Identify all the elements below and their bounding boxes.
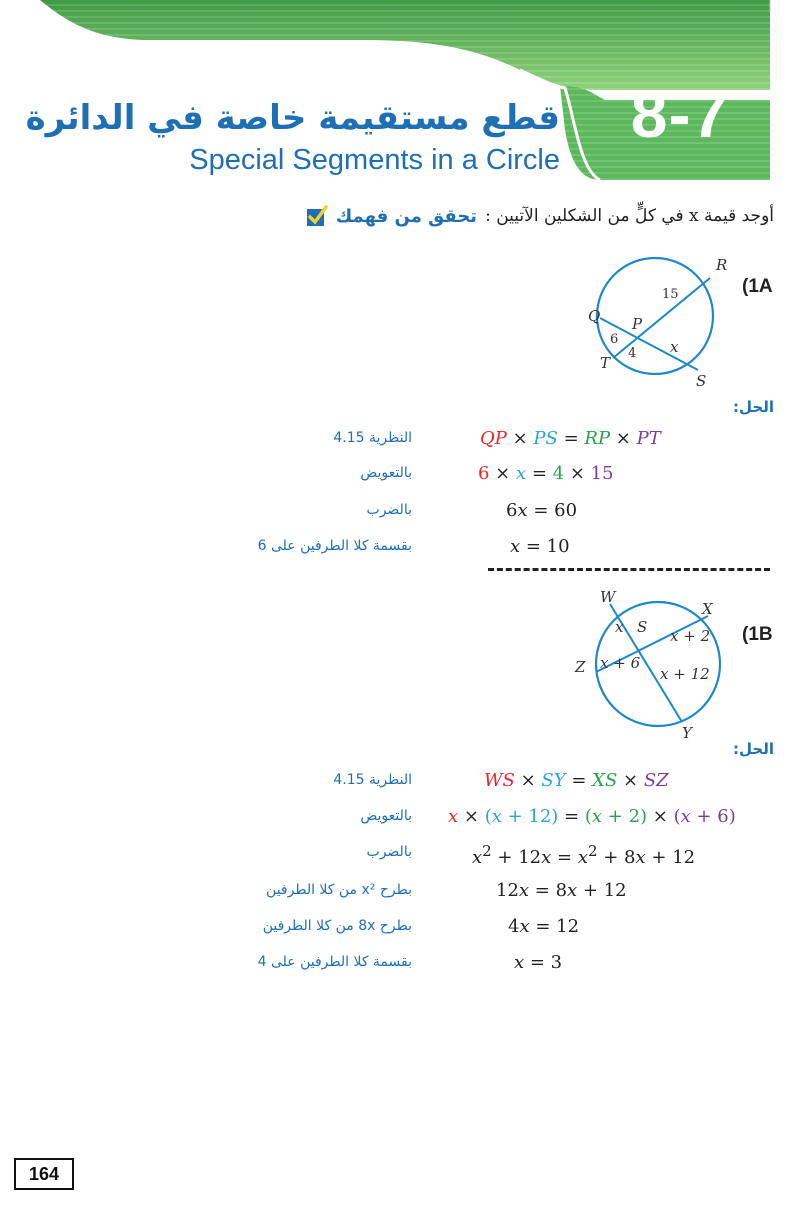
- figure-1b-circle: [570, 586, 740, 740]
- equation-1b-6: x = 3: [514, 952, 563, 973]
- label-S: S: [637, 618, 648, 636]
- equation-1a-1: QP × PS = RP × PT: [480, 428, 661, 449]
- label-P: P: [632, 315, 643, 333]
- segment-4: 4: [628, 346, 637, 361]
- reason-1b-6: بقسمة كلا الطرفين على 4: [257, 954, 412, 970]
- segment-15: 15: [662, 287, 679, 302]
- check-label: تحقق من فهمك: [335, 205, 478, 227]
- problem-1b-label: (1B: [742, 624, 773, 645]
- equation-1b-5: 4x = 12: [508, 916, 580, 937]
- lesson-title-arabic: قطع مستقيمة خاصة في الدائرة: [25, 98, 560, 138]
- segment-x-plus-12: x + 12: [660, 665, 710, 683]
- lesson-number: 8-7: [630, 77, 730, 151]
- label-Z: Z: [575, 658, 586, 676]
- label-R: R: [716, 256, 728, 274]
- label-T: T: [600, 354, 611, 372]
- label-Y: Y: [682, 724, 692, 742]
- label-Q: Q: [588, 307, 601, 325]
- solution-label-1a: الحل:: [733, 398, 774, 416]
- reason-1b-1: النظرية 4.15: [333, 772, 412, 788]
- section-divider: [488, 568, 770, 571]
- segment-6: 6: [610, 332, 619, 347]
- checkbox-icon: [306, 205, 328, 227]
- segment-x: x: [670, 338, 679, 356]
- segment-x: x: [615, 618, 624, 636]
- equation-1b-2: x × (x + 12) = (x + 2) × (x + 6): [448, 806, 736, 827]
- page-number: 164: [14, 1158, 74, 1190]
- segment-x-plus-6: x + 6: [600, 654, 641, 672]
- equation-1a-3: 6x = 60: [506, 500, 578, 521]
- equation-1b-1: WS × SY = XS × SZ: [484, 770, 669, 791]
- equation-1a-4: x = 10: [510, 536, 570, 557]
- check-instruction: أوجد قيمة x في كلٍّ من الشكلين الآتيين :: [485, 206, 774, 226]
- reason-1a-2: بالتعويض: [360, 465, 412, 481]
- lesson-title-english: Special Segments in a Circle: [189, 144, 560, 176]
- equation-1a-2: 6 × x = 4 × 15: [478, 463, 614, 484]
- reason-1b-4: بطرح x² من كلا الطرفين: [266, 882, 412, 898]
- figure-1a-circle: [580, 248, 730, 390]
- reason-1a-4: بقسمة كلا الطرفين على 6: [257, 538, 412, 554]
- equation-1b-3: $x^2 + 12x = x^2 + 8x + 12$: [472, 842, 696, 868]
- problem-1a-label: (1A: [742, 276, 773, 297]
- reason-1a-1: النظرية 4.15: [333, 430, 412, 446]
- reason-1b-5: بطرح 8x من كلا الطرفين: [262, 918, 412, 934]
- check-understanding: [306, 200, 774, 232]
- label-X: X: [702, 600, 713, 618]
- label-W: W: [600, 588, 616, 606]
- reason-1a-3: بالضرب: [366, 502, 412, 518]
- equation-1b-4: 12x = 8x + 12: [496, 880, 627, 901]
- solution-label-1b: الحل:: [733, 740, 774, 758]
- reason-1b-2: بالتعويض: [360, 808, 412, 824]
- label-S: S: [696, 372, 707, 390]
- segment-x-plus-2: x + 2: [670, 627, 711, 645]
- reason-1b-3: بالضرب: [366, 844, 412, 860]
